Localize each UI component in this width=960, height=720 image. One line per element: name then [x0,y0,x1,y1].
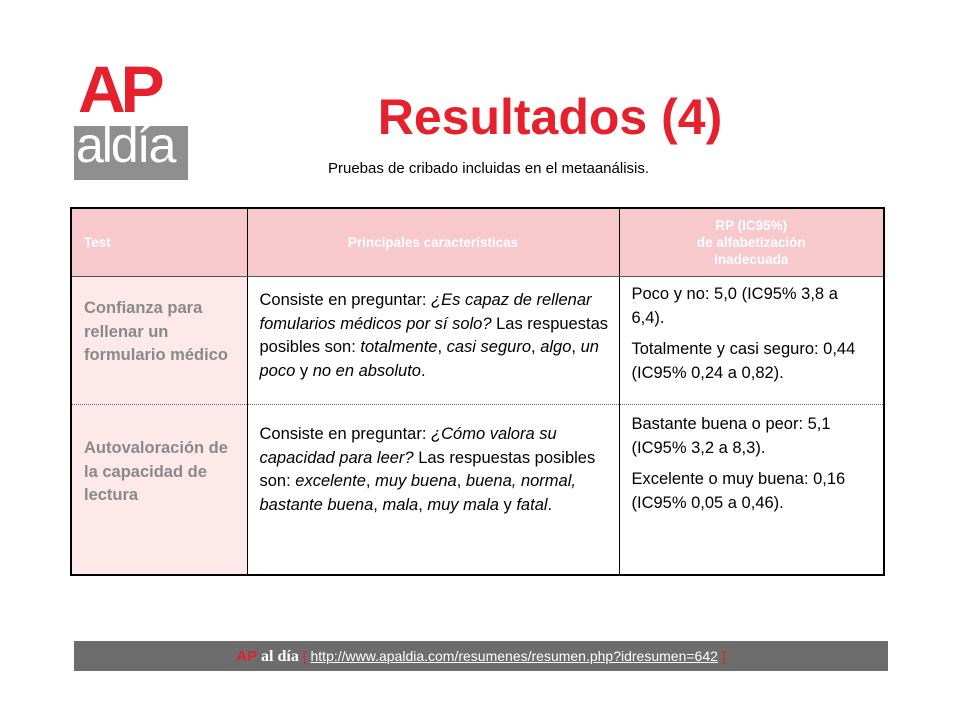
features-text [248,277,619,391]
features-question: ¿Cómo valora su capacidad para leer? [259,425,557,467]
page-subtitle: Pruebas de cribado incluidas en el metaanálisis. [328,160,650,177]
features-question: ¿Es capaz de rellenar fomularios médicos por sí solo? [259,291,592,333]
table-row [71,277,884,405]
features-option: mala [382,495,419,514]
features-prefix: Consiste en preguntar: [259,425,432,443]
footer-brand-ap: AP [236,648,258,665]
page-title: Resultados (4) [377,89,723,145]
features-option: totalmente [360,338,438,356]
footer-bar [74,641,888,671]
features-separator: , [531,338,541,356]
features-separator: , [571,338,581,356]
header-test: Test [71,208,247,277]
features-option: un poco [259,338,599,380]
header-features: Principales características [247,208,619,277]
features-option: excelente [295,472,366,490]
rp-cell [619,277,884,405]
features-option: casi seguro [446,338,532,356]
rp-value: Totalmente y casi seguro: 0,44 (IC95% 0,24 a 0,82). [631,340,856,382]
features-separator: y [498,495,517,514]
features-cell [247,277,619,405]
features-separator: , [373,495,383,514]
rp-value: Excelente o muy buena: 0,16 (IC95% 0,05 a 0,46). [631,470,846,512]
rp-value: Bastante buena o peor: 5,1 (IC95% 3,2 a 8,3). [631,415,831,457]
logo-ap-text: AP [78,52,160,126]
features-separator: , [437,338,447,356]
features-mid: Las respuestas posibles son: [259,314,608,356]
footer-open-bracket: [ [302,648,307,664]
features-separator: , [456,472,466,490]
rp-value: Poco y no: 5,0 (IC95% 3,8 a 6,4). [631,285,838,327]
features-prefix: Consiste en preguntar: [259,291,432,309]
header-rp-line1: RP (IC95%) [715,218,788,233]
results-table [70,207,885,576]
footer-close-bracket: ] [721,648,726,664]
features-option: fatal [516,495,548,514]
test-name-cell [71,405,247,575]
features-option: muy buena [375,472,457,490]
features-option: no en absoluto [312,361,421,380]
header-rp [619,208,884,277]
features-end: . [547,495,553,514]
header-rp-line2: de alfabetización [696,235,806,250]
test-name-cell [71,277,247,405]
features-text [248,405,619,525]
features-end: . [420,361,426,380]
table-row [71,405,884,575]
rp-cell [619,405,884,575]
test-name: Autovaloración de la capacidad de lectura [84,439,228,504]
features-mid: Las respuestas posibles son: [259,448,596,490]
footer-brand-aldia: al día [261,648,299,665]
features-cell [247,405,619,575]
features-separator: y [295,361,313,380]
features-separator: , [365,472,376,490]
apaldia-logo [74,52,188,182]
header-rp-line3: inadecuada [714,252,789,267]
rp-values [620,277,884,401]
features-separator: , [418,495,428,514]
table-header-row [71,208,884,277]
test-name: Confianza para rellenar un formulario médico [84,299,228,364]
features-option: muy mala [427,495,499,514]
features-option: algo [540,338,572,356]
features-option: buena, normal, bastante buena [259,472,576,514]
rp-values [620,405,884,531]
footer-source-link[interactable]: http://www.apaldia.com/resumenes/resumen.php?idresumen=642 [310,648,718,664]
logo-aldia-text: aldía [76,117,175,173]
